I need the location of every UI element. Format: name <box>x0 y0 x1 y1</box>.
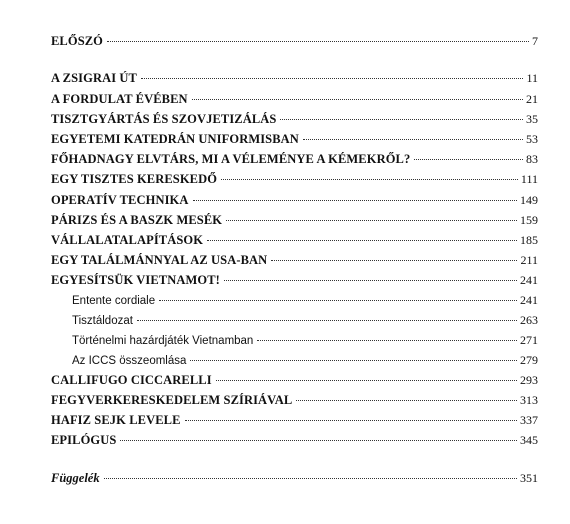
toc-entry-page: 241 <box>520 273 538 287</box>
toc-entry-title: PÁRIZS ÉS A BASZK MESÉK <box>51 213 223 227</box>
dot-leader <box>192 99 523 100</box>
toc-subentry-page: 279 <box>520 353 538 367</box>
toc-entry <box>51 90 538 108</box>
dot-leader <box>224 280 517 281</box>
dot-leader <box>271 260 517 261</box>
toc-entry-page: 185 <box>520 233 538 247</box>
toc-entry-title: FŐHADNAGY ELVTÁRS, MI A VÉLEMÉNYE A KÉMEKRŐL? <box>51 152 411 166</box>
toc-subentry <box>51 311 538 329</box>
toc-entry-page: 293 <box>520 373 538 387</box>
toc-entry-page: 111 <box>520 172 538 186</box>
dot-leader <box>280 119 523 120</box>
dot-leader <box>226 220 517 221</box>
toc-entry-title: EGYESÍTSÜK VIETNAMOT! <box>51 273 220 287</box>
dot-leader <box>414 159 523 160</box>
dot-leader <box>193 200 518 201</box>
toc-subentry-title: Tisztáldozat <box>72 315 133 327</box>
dot-leader <box>137 320 517 321</box>
toc-entry-title: HAFIZ SEJK LEVELE <box>51 413 181 427</box>
toc-entry-page: 7 <box>532 34 538 48</box>
toc-entry-eloszo <box>51 32 538 50</box>
dot-leader <box>296 400 517 401</box>
toc-entry <box>51 130 538 148</box>
toc-entry <box>51 110 538 128</box>
toc-entry-page: 211 <box>520 253 538 267</box>
dot-leader <box>221 179 518 180</box>
toc-entry-title: Függelék <box>51 471 100 485</box>
toc-entry-title: EGY TALÁLMÁNNYAL AZ USA-BAN <box>51 253 268 267</box>
dot-leader <box>141 78 523 79</box>
toc-entry-title: TISZTGYÁRTÁS ÉS SZOVJETIZÁLÁS <box>51 112 277 126</box>
toc-entry-title: OPERATÍV TECHNIKA <box>51 193 189 207</box>
toc-entry-title: EPILÓGUS <box>51 433 117 447</box>
toc-entry-page: 159 <box>520 213 538 227</box>
dot-leader <box>257 340 517 341</box>
toc-entry-title: ELŐSZÓ <box>51 34 104 48</box>
toc-subentry <box>51 291 538 309</box>
toc-subentry <box>51 331 538 349</box>
toc-entry <box>51 231 538 249</box>
toc-entry <box>51 69 538 87</box>
toc-entry-page: 149 <box>520 193 538 207</box>
toc-subentry-title: Az ICCS összeomlása <box>72 355 187 367</box>
toc-entry <box>51 251 538 269</box>
toc-entry-title: CALLIFUGO CICCARELLI <box>51 373 212 387</box>
dot-leader <box>120 440 517 441</box>
toc-entry <box>51 191 538 209</box>
toc-entry-page: 11 <box>526 71 538 85</box>
toc-entry-appendix <box>51 469 538 487</box>
dot-leader <box>107 41 529 42</box>
toc-entry-page: 337 <box>520 413 538 427</box>
toc-entry <box>51 431 538 449</box>
toc-entry-title: A FORDULAT ÉVÉBEN <box>51 92 188 106</box>
toc-entry <box>51 211 538 229</box>
toc-subentry-title: Történelmi hazárdjáték Vietnamban <box>72 335 254 347</box>
toc-subentry-title: Entente cordiale <box>72 295 156 307</box>
dot-leader <box>303 139 523 140</box>
toc-subentry <box>51 351 538 369</box>
toc-subentry-page: 241 <box>520 293 538 307</box>
toc-subentry-page: 271 <box>520 333 538 347</box>
toc-entry-title: VÁLLALATALAPÍTÁSOK <box>51 233 204 247</box>
toc-entry-page: 35 <box>526 112 538 126</box>
dot-leader <box>216 380 517 381</box>
toc-entry <box>51 271 538 289</box>
dot-leader <box>185 420 517 421</box>
toc-entry-page: 53 <box>526 132 538 146</box>
toc-entry-title: EGYETEMI KATEDRÁN UNIFORMISBAN <box>51 132 299 146</box>
toc-subentry-page: 263 <box>520 313 538 327</box>
toc-entry <box>51 391 538 409</box>
toc-entry-title: EGY TISZTES KERESKEDŐ <box>51 172 218 186</box>
toc-entry <box>51 170 538 188</box>
toc-entry-page: 83 <box>526 152 538 166</box>
toc-entry-page: 351 <box>520 471 538 485</box>
dot-leader <box>104 478 517 479</box>
toc-entry <box>51 150 538 168</box>
dot-leader <box>190 360 517 361</box>
toc-entry <box>51 371 538 389</box>
toc-entry-page: 313 <box>520 393 538 407</box>
dot-leader <box>159 300 517 301</box>
dot-leader <box>207 240 517 241</box>
toc-entry-title: A ZSIGRAI ÚT <box>51 71 137 85</box>
toc-entry-page: 21 <box>526 92 538 106</box>
table-of-contents <box>51 0 538 524</box>
toc-entry <box>51 411 538 429</box>
toc-entry-title: FEGYVERKERESKEDELEM SZÍRIÁVAL <box>51 393 293 407</box>
toc-entry-page: 345 <box>520 433 538 447</box>
